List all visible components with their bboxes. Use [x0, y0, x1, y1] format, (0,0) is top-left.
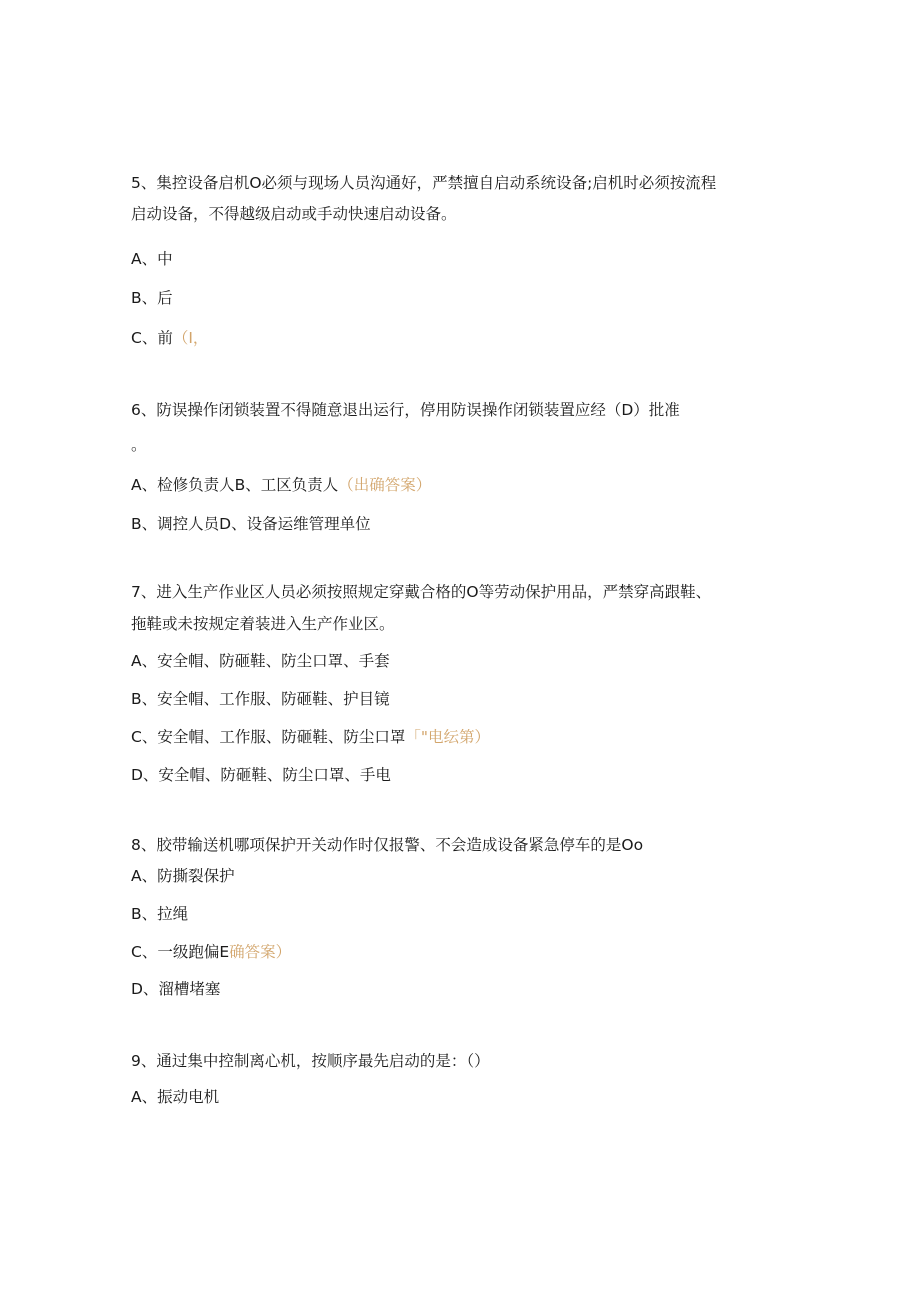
question-stem: 启动设备，不得越级启动或手动快速启动设备。 [131, 205, 457, 223]
option-item: D、安全帽、防砸鞋、防尘口罩、手电 [131, 766, 391, 784]
option-item: B、拉绳 [131, 905, 189, 923]
option-item: D、溜槽堵塞 [131, 980, 221, 998]
question-stem: 拖鞋或未按规定着装进入生产作业区。 [131, 615, 395, 633]
option-item: C、安全帽、工作服、防砸鞋、防尘口罩「"电纭第） [131, 728, 490, 746]
answer-note: 确答案） [229, 943, 292, 961]
option-item: A、安全帽、防砸鞋、防尘口罩、手套 [131, 652, 390, 670]
option-item: B、调控人员D、设备运维管理单位 [131, 515, 371, 533]
option-item: B、后 [131, 289, 173, 307]
option-item: A、振动电机 [131, 1088, 220, 1106]
option-item: C、一级跑偏E确答案） [131, 943, 292, 961]
question-stem: 。 [131, 436, 147, 454]
option-item: A、检修负责人B、工区负责人（出确答案） [131, 476, 432, 494]
question-stem: 8、胶带输送机哪项保护开关动作时仅报警、不会造成设备紧急停车的是Oo [131, 836, 644, 854]
answer-note: （出确答案） [338, 476, 432, 494]
option-item: A、防撕裂保护 [131, 867, 235, 885]
question-stem: 5、集控设备启机O必须与现场人员沟通好，严禁擅自启动系统设备;启机时必须按流程 [131, 174, 717, 192]
question-stem: 9、通过集中控制离心机，按顺序最先启动的是：（） [131, 1052, 490, 1070]
answer-note: （I， [172, 329, 209, 347]
option-item: A、中 [131, 250, 173, 268]
answer-note: 「"电纭第） [405, 728, 490, 746]
option-item: C、前（I， [131, 329, 209, 347]
option-item: B、安全帽、工作服、防砸鞋、护目镜 [131, 690, 390, 708]
question-stem: 6、防误操作闭锁装置不得随意退出运行，停用防误操作闭锁装置应经（D）批准 [131, 401, 680, 419]
question-stem: 7、进入生产作业区人员必须按照规定穿戴合格的O等劳动保护用品，严禁穿高跟鞋、 [131, 583, 712, 601]
